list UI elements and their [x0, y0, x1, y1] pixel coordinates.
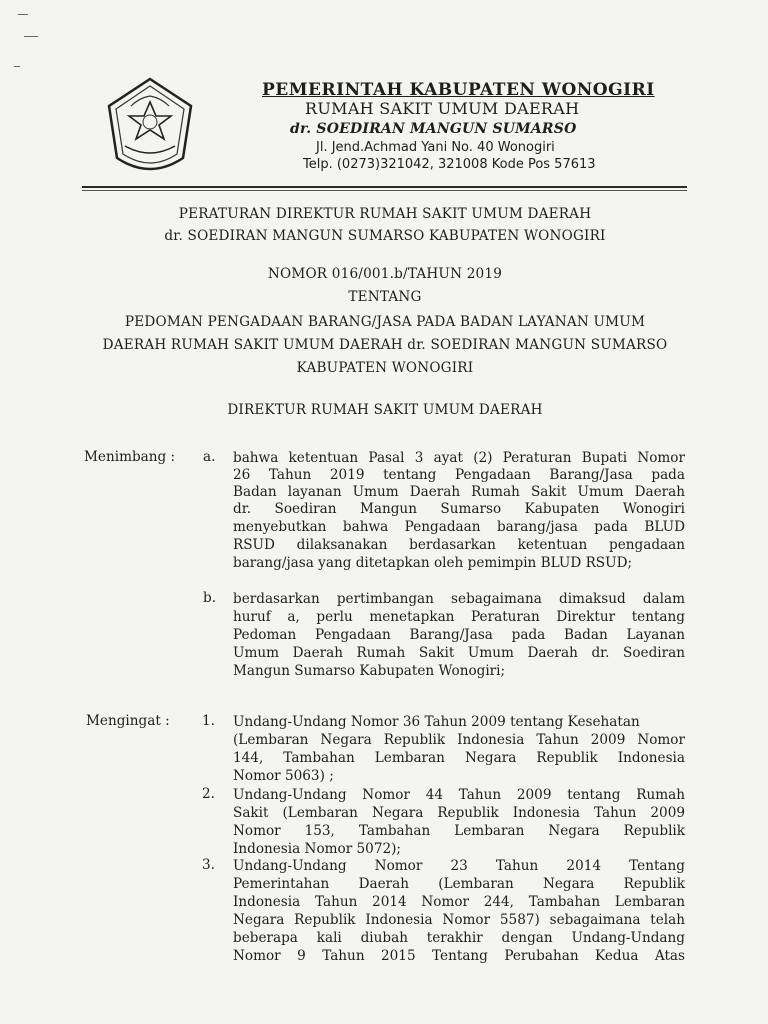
- director-title: DIREKTUR RUMAH SAKIT UMUM DAERAH: [227, 402, 543, 418]
- clause-line: beberapa kali diubah terakhir dengan Undang-Undang: [233, 930, 685, 946]
- clause-line: huruf a, perlu menetapkan Peraturan Direktur tentang: [233, 609, 685, 625]
- clause-line: Nomor 153, Tambahan Lembaran Negara Republik: [233, 823, 685, 839]
- regulation-tentang: TENTANG: [348, 289, 422, 305]
- clause-line: Undang-Undang Nomor 44 Tahun 2009 tentang Rumah: [233, 787, 685, 803]
- clause-line: Nomor 5063) ;: [233, 768, 334, 784]
- letterhead-rule-thin: [82, 190, 687, 191]
- letterhead-hospital-name: dr. SOEDIRAN MANGUN SUMARSO: [290, 121, 577, 137]
- regulation-number: NOMOR 016/001.b/TAHUN 2019: [267, 266, 503, 282]
- clause-line: bahwa ketentuan Pasal 3 ayat (2) Peraturan Bupati Nomor: [233, 450, 685, 466]
- clause-line: Indonesia Tahun 2014 Nomor 244, Tambahan Lembaran: [233, 894, 685, 910]
- clause-marker: 2.: [202, 786, 215, 802]
- scan-mark: [18, 14, 28, 15]
- clause-line: dr. Soediran Mangun Sumarso Kabupaten Wonogiri: [233, 501, 685, 517]
- clause-line: menyebutkan bahwa Pengadaan barang/jasa pada BLUD: [233, 519, 685, 535]
- letterhead-address: Jl. Jend.Achmad Yani No. 40 Wonogiri: [316, 140, 555, 155]
- clause-marker: a.: [203, 449, 216, 465]
- clause-line: Negara Republik Indonesia Nomor 5587) sebagaimana telah: [233, 912, 685, 928]
- regulation-subject-line-2: DAERAH RUMAH SAKIT UMUM DAERAH dr. SOEDIRAN MANGUN SUMARSO: [102, 337, 668, 353]
- clause-line: Umum Daerah Rumah Sakit Umum Daerah dr. Soediran: [233, 645, 685, 661]
- clause-line: (Lembaran Negara Republik Indonesia Tahun 2009 Nomor: [233, 732, 685, 748]
- clause-line: Indonesia Nomor 5072);: [233, 841, 402, 857]
- clause-marker: 3.: [202, 857, 215, 873]
- clause-line: Pedoman Pengadaan Barang/Jasa pada Badan Layanan: [233, 627, 685, 643]
- regulation-title-line-2: dr. SOEDIRAN MANGUN SUMARSO KABUPATEN WONOGIRI: [164, 228, 606, 244]
- clause-line: Nomor 9 Tahun 2015 Tentang Perubahan Kedua Atas: [233, 948, 685, 964]
- mengingat-label: Mengingat :: [86, 713, 170, 729]
- clause-marker: 1.: [202, 713, 215, 729]
- clause-line: Undang-Undang Nomor 36 Tahun 2009 tentang Kesehatan: [233, 714, 640, 730]
- clause-line: Sakit (Lembaran Negara Republik Indonesia Tahun 2009: [233, 805, 685, 821]
- scan-mark: [24, 36, 38, 37]
- clause-marker: b.: [203, 590, 217, 606]
- clause-line: berdasarkan pertimbangan sebagaimana dimaksud dalam: [233, 591, 685, 607]
- scan-mark: [14, 66, 20, 67]
- clause-line: 26 Tahun 2019 tentang Pengadaan Barang/Jasa pada: [233, 467, 685, 483]
- clause-line: Undang-Undang Nomor 23 Tahun 2014 Tentang: [233, 858, 685, 874]
- clause-line: barang/jasa yang ditetapkan oleh pemimpin BLUD RSUD;: [233, 555, 633, 571]
- menimbang-label: Menimbang :: [84, 449, 176, 465]
- letterhead-government: PEMERINTAH KABUPATEN WONOGIRI: [262, 80, 655, 100]
- letterhead-phone: Telp. (0273)321042, 321008 Kode Pos 57613: [303, 157, 596, 172]
- clause-line: Mangun Sumarso Kabupaten Wonogiri;: [233, 663, 506, 679]
- regulation-title: PERATURAN DIREKTUR RUMAH SAKIT UMUM DAERAH: [178, 206, 592, 222]
- clause-line: RSUD dilaksanakan berdasarkan ketentuan pengadaan: [233, 537, 685, 553]
- regency-emblem-icon: [103, 76, 197, 180]
- letterhead-hospital: RUMAH SAKIT UMUM DAERAH: [305, 99, 580, 118]
- clause-line: 144, Tambahan Lembaran Negara Republik Indonesia: [233, 750, 685, 766]
- regulation-subject-line-3: KABUPATEN WONOGIRI: [296, 360, 474, 376]
- clause-line: Badan layanan Umum Daerah Rumah Sakit Umum Daerah: [233, 484, 685, 500]
- clause-line: Pemerintahan Daerah (Lembaran Negara Republik: [233, 876, 685, 892]
- letterhead-rule: [82, 186, 687, 188]
- regulation-subject: PEDOMAN PENGADAAN BARANG/JASA PADA BADAN LAYANAN UMUM: [124, 314, 646, 330]
